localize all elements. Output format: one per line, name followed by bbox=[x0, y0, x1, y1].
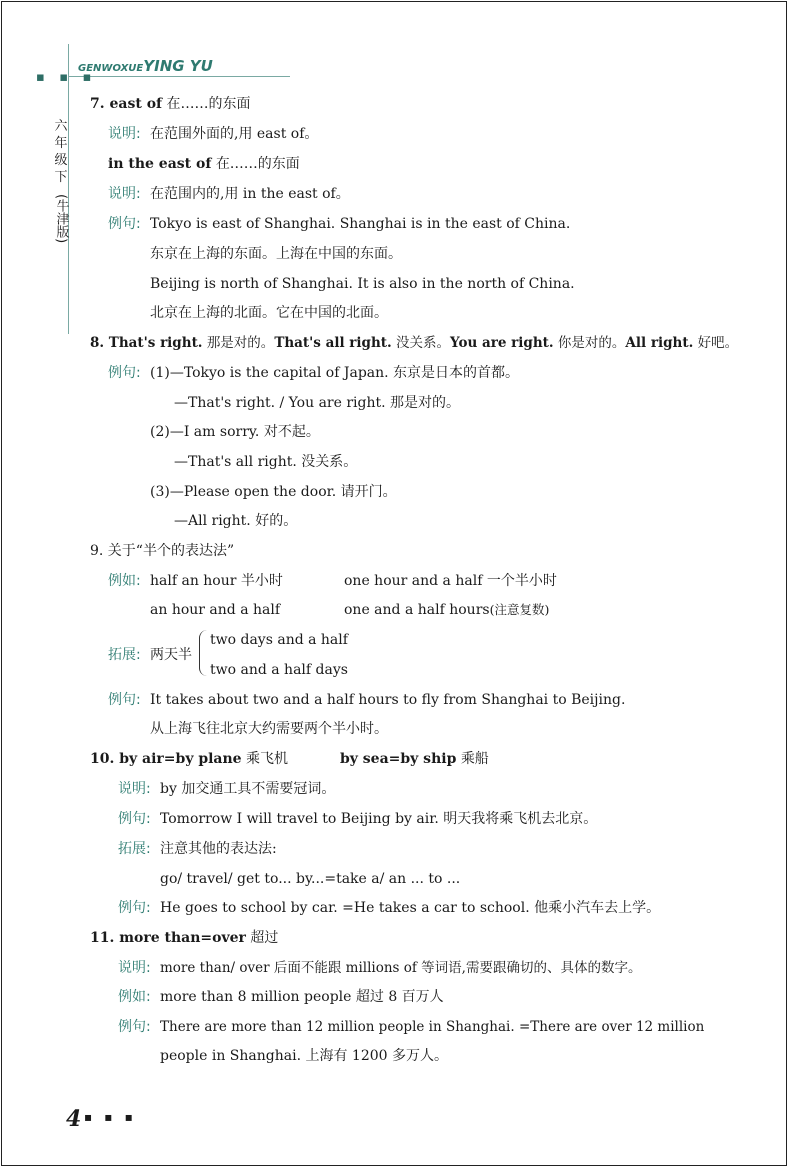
item10-title-2 bbox=[340, 750, 489, 768]
item8-phrase: That's all right. bbox=[274, 335, 392, 351]
header-dots: ▪ ▪ ▪ bbox=[36, 70, 97, 85]
item8-phrase-cn: 那是对的。 bbox=[206, 335, 275, 351]
header-prefix: GENWOXUE bbox=[78, 63, 144, 74]
item9-extend-option1: two days and a half bbox=[210, 632, 348, 648]
item8-phrase: 8. That's right. bbox=[90, 335, 203, 351]
example-label: 例句: bbox=[118, 1019, 151, 1035]
item10-term2: by sea=by ship bbox=[340, 751, 457, 767]
example-label: 例句: bbox=[108, 216, 141, 232]
note-label: 说明: bbox=[118, 960, 151, 976]
item9-extend-option2: two and a half days bbox=[210, 662, 348, 678]
item9-row1-col1: half an hour 半小时 bbox=[150, 573, 283, 589]
header-title: YING YU bbox=[143, 57, 213, 75]
item11-example1: There are more than 12 million people in Shanghai. =There are over 12 million bbox=[160, 1019, 705, 1035]
item10-extend-line: go/ travel/ get to... by...=take a/ an ... to ... bbox=[160, 871, 461, 887]
item10-note: by 加交通工具不需要冠词。 bbox=[160, 781, 336, 797]
item7-title bbox=[90, 95, 251, 113]
item7-sub bbox=[108, 155, 300, 173]
item9-plural-note: (注意复数) bbox=[489, 602, 550, 617]
item9-row1-col2: one hour and a half 一个半小时 bbox=[344, 573, 557, 589]
item9-extend-term: 两天半 bbox=[150, 647, 192, 663]
item7-sub-term: in the east of bbox=[108, 156, 212, 172]
grade-char: 年 bbox=[54, 136, 68, 151]
item8-example2b: —That's all right. 没关系。 bbox=[174, 454, 358, 470]
item8-title bbox=[90, 334, 738, 352]
extend-label: 拓展: bbox=[108, 647, 141, 663]
sidebar-grade bbox=[46, 118, 76, 248]
item7-term: 7. east of bbox=[90, 96, 163, 112]
item11-note: more than/ over 后面不能跟 millions of 等词语,需要跟确切的、具体的数字。 bbox=[160, 960, 642, 976]
page-number: 4 bbox=[66, 1106, 82, 1132]
note-label: 说明: bbox=[108, 126, 141, 142]
note-label: 说明: bbox=[118, 781, 151, 797]
item10-title-1 bbox=[90, 750, 288, 768]
example-label: 例句: bbox=[108, 692, 141, 708]
item7-sub-cn: 在……的东面 bbox=[215, 156, 300, 172]
item11-term: 11. more than=over bbox=[90, 930, 246, 946]
eg-label: 例如: bbox=[108, 573, 141, 589]
item7-example2: Beijing is north of Shanghai. It is also in the north of China. bbox=[150, 276, 575, 292]
item8-phrase: You are right. bbox=[450, 335, 554, 351]
item9-example-cn: 从上海飞往北京大约需要两个半小时。 bbox=[150, 721, 388, 737]
item10-extend: 注意其他的表达法: bbox=[160, 841, 277, 857]
extend-label: 拓展: bbox=[118, 841, 151, 857]
item8-example3b: —All right. 好的。 bbox=[174, 513, 298, 529]
item10-term1: 10. by air=by plane bbox=[90, 751, 242, 767]
item8-phrase-cn: 你是对的。 bbox=[557, 335, 626, 351]
item11-eg: more than 8 million people 超过 8 百万人 bbox=[160, 989, 444, 1005]
item9-row2-text: one and a half hours bbox=[344, 602, 490, 618]
item8-phrase: All right. bbox=[625, 335, 694, 351]
running-header bbox=[78, 56, 213, 75]
item8-example1b: —That's right. / You are right. 那是对的。 bbox=[174, 395, 461, 411]
item10-example2: He goes to school by car. =He takes a car to school. 他乘小汽车去上学。 bbox=[160, 900, 661, 916]
item8-example1a: (1)—Tokyo is the capital of Japan. 东京是日本的首都。 bbox=[150, 365, 520, 381]
item11-term-cn: 超过 bbox=[250, 930, 279, 946]
item9-title: 9. 关于“半个的表达法” bbox=[90, 543, 235, 559]
item7-note1: 在范围外面的,用 east of。 bbox=[150, 126, 319, 142]
grade-char: 级 bbox=[54, 153, 68, 168]
item7-example1-cn: 东京在上海的东面。上海在中国的东面。 bbox=[150, 246, 402, 262]
grade-char: 六 bbox=[54, 119, 68, 134]
item11-example2: people in Shanghai. 上海有 1200 多万人。 bbox=[160, 1048, 448, 1064]
item7-note2: 在范围内的,用 in the east of。 bbox=[150, 186, 350, 202]
item7-example2-cn: 北京在上海的北面。它在中国的北面。 bbox=[150, 305, 388, 321]
example-label: 例句: bbox=[118, 811, 151, 827]
footer-dots: ▪ ▪ ▪ bbox=[84, 1110, 137, 1124]
grade-char: 下 bbox=[54, 170, 68, 185]
item7-example1: Tokyo is east of Shanghai. Shanghai is in the east of China. bbox=[150, 216, 571, 232]
edition-label: (牛津版) bbox=[53, 194, 69, 244]
header-horizontal-rule bbox=[68, 76, 290, 77]
item11-title bbox=[90, 929, 278, 947]
item10-term2-cn: 乘船 bbox=[460, 751, 489, 767]
eg-label: 例如: bbox=[118, 989, 151, 1005]
item8-phrase-cn: 好吧。 bbox=[697, 335, 739, 351]
item9-row2-col1: an hour and a half bbox=[150, 602, 281, 618]
item8-example2a: (2)—I am sorry. 对不起。 bbox=[150, 424, 320, 440]
brace bbox=[199, 630, 208, 676]
item7-term-cn: 在……的东面 bbox=[166, 96, 251, 112]
item8-phrase-cn: 没关系。 bbox=[396, 335, 451, 351]
example-label: 例句: bbox=[108, 365, 141, 381]
item10-example1: Tomorrow I will travel to Beijing by air. 明天我将乘飞机去北京。 bbox=[160, 811, 598, 827]
note-label: 说明: bbox=[108, 186, 141, 202]
item9-example: It takes about two and a half hours to fly from Shanghai to Beijing. bbox=[150, 692, 626, 708]
item8-example3a: (3)—Please open the door. 请开门。 bbox=[150, 484, 397, 500]
item10-term1-cn: 乘飞机 bbox=[246, 751, 289, 767]
item9-row2-col2 bbox=[344, 601, 549, 619]
example-label: 例句: bbox=[118, 900, 151, 916]
